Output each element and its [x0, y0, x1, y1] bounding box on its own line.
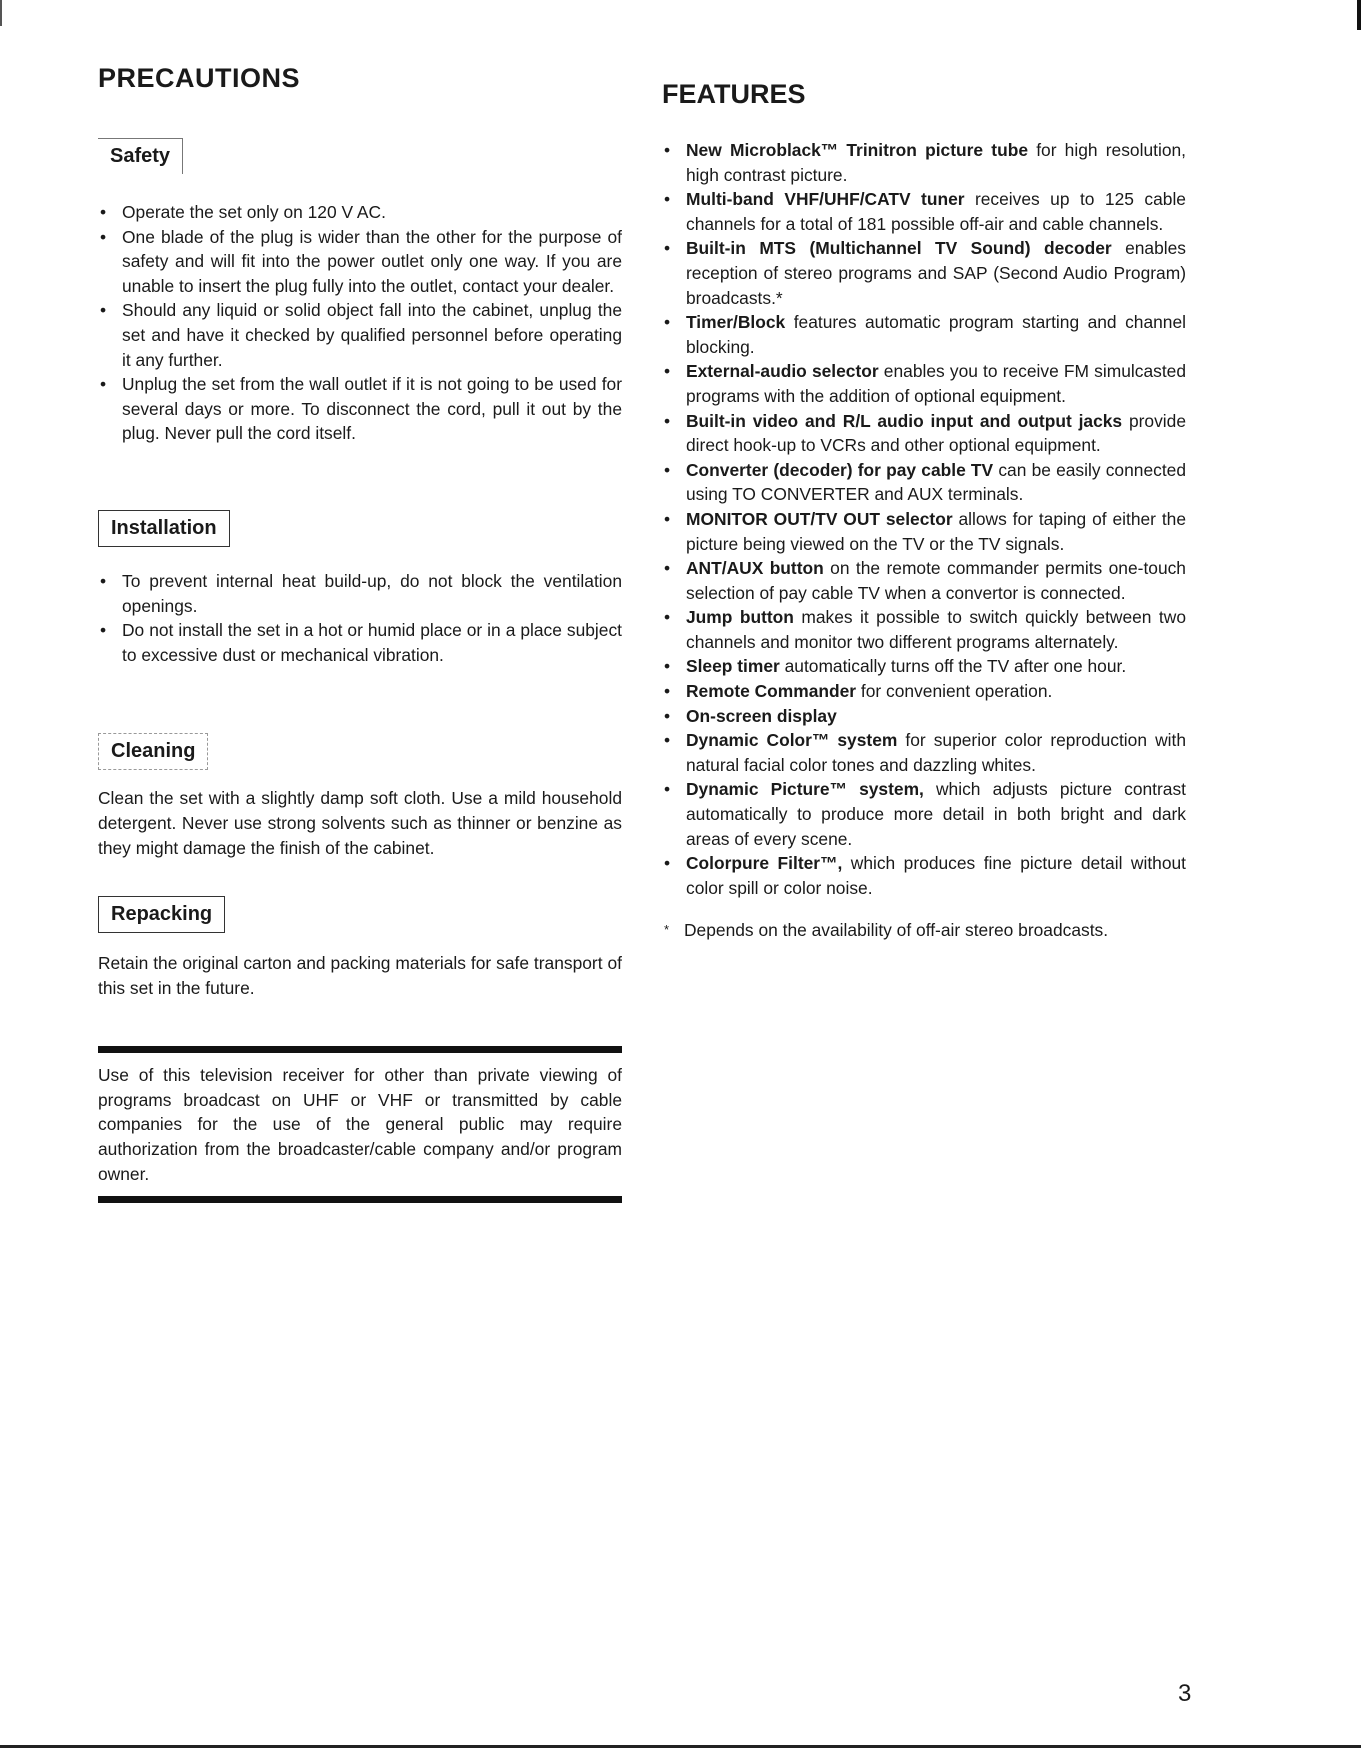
bullet-glyph: •	[664, 140, 671, 160]
feature-name: Timer/Block	[686, 312, 786, 333]
footnote	[662, 918, 1186, 943]
list-item: • To prevent internal heat build-up, do not block the ventilation openings.	[100, 570, 622, 616]
feature-item	[662, 704, 1186, 729]
features-heading: FEATURES	[662, 79, 806, 109]
feature-item	[662, 679, 1186, 704]
feature-name: Built-in video and R/L audio input and output jacks	[686, 410, 1123, 431]
installation-section	[98, 510, 622, 547]
installation-list	[98, 569, 622, 667]
bullet-glyph: •	[100, 202, 107, 222]
bullet-glyph: •	[100, 570, 107, 591]
bullet-glyph: •	[664, 361, 671, 382]
cleaning-label: Cleaning	[98, 733, 208, 770]
bullet-glyph: •	[100, 300, 107, 321]
feature-name: Sleep timer	[686, 656, 780, 677]
bullet-glyph: •	[100, 374, 107, 395]
scan-edge-mark-right	[1357, 0, 1361, 30]
feature-description: allows for taping of either the picture being viewed on the TV or the TV signals.	[686, 508, 1186, 554]
feature-item	[662, 654, 1186, 679]
features-column	[662, 74, 1186, 943]
feature-name: Remote Commander	[686, 681, 857, 702]
bullet-glyph: •	[664, 705, 671, 726]
feature-item	[662, 458, 1186, 507]
feature-name: Jump button	[686, 607, 794, 628]
feature-description: for high resolution, high contrast picture.	[686, 140, 1186, 185]
repacking-section	[98, 896, 622, 933]
feature-description: automatically turns off the TV after one hour.	[779, 656, 1127, 677]
precautions-heading: PRECAUTIONS	[98, 63, 301, 93]
feature-item	[662, 187, 1186, 236]
footnote-text: Depends on the availability of off-air stereo broadcasts.	[684, 920, 1109, 941]
bullet-glyph: •	[664, 656, 671, 677]
bullet-glyph: •	[664, 410, 671, 431]
footnote-marker: *	[664, 922, 670, 938]
bullet-glyph: •	[664, 459, 671, 480]
bullet-glyph: •	[664, 681, 671, 702]
repacking-text: Retain the original carton and packing materials for safe transport of this set in the future.	[98, 953, 622, 998]
bullet-glyph: •	[664, 853, 671, 874]
bullet-glyph: •	[100, 226, 107, 247]
feature-name: New Microblack™ Trinitron picture tube	[686, 140, 1028, 160]
feature-name: Dynamic Picture™ system,	[686, 779, 924, 800]
feature-description: enables reception of stereo programs and SAP (Second Audio Program) broadcasts.*	[686, 238, 1187, 308]
cleaning-section	[98, 733, 622, 770]
feature-item	[662, 409, 1186, 458]
bullet-glyph: •	[664, 558, 671, 579]
feature-name: External-audio selector	[686, 361, 879, 382]
feature-description: for superior color reproduction with natural facial color tones and dazzling whites.	[686, 730, 1186, 775]
safety-label: Safety	[98, 138, 183, 174]
page-number: 3	[1178, 1680, 1192, 1707]
feature-description: enables you to receive FM simulcasted programs with the addition of optional equipment.	[686, 361, 1186, 406]
bullet-glyph: •	[664, 508, 671, 529]
list-item: • Operate the set only on 120 V AC.	[98, 200, 622, 225]
bullet-glyph: •	[664, 607, 671, 628]
feature-name: Dynamic Color™ system	[686, 730, 898, 751]
feature-description: on the remote commander permits one-touch selection of pay cable TV when a convertor is connected.	[686, 558, 1186, 603]
feature-description: receives up to 125 cable channels for a total of 181 possible off-air and cable channels.	[686, 189, 1186, 234]
feature-name: On-screen display	[686, 705, 837, 726]
cleaning-text: Clean the set with a slightly damp soft cloth. Use a mild household detergent. Never use strong solvents such as thinner or benzine as they might damage the finish of the cabinet.	[98, 788, 622, 858]
installation-label: Installation	[98, 510, 230, 547]
features-list	[662, 138, 1186, 900]
feature-item	[662, 507, 1186, 556]
feature-item	[662, 359, 1186, 408]
bullet-glyph: •	[664, 730, 671, 751]
bullet-glyph: •	[664, 189, 671, 210]
feature-description: which produces fine picture detail without color spill or color noise.	[686, 853, 1186, 898]
bullet-glyph: •	[664, 238, 671, 259]
feature-item	[662, 236, 1186, 310]
broadcast-notice: Use of this television receiver for other than private viewing of programs broadcast on UHF or VHF or transmitted by cable companies for the use of the general public may require authorization from the broadcaster/cable company and/or program owner.	[98, 1046, 622, 1203]
safety-list	[98, 200, 622, 446]
feature-item	[662, 777, 1186, 851]
feature-name: Multi-band VHF/UHF/CATV tuner	[686, 189, 965, 210]
feature-name: Built-in MTS (Multichannel TV Sound) decoder	[686, 238, 1112, 259]
feature-item	[662, 310, 1186, 359]
list-item: • One blade of the plug is wider than the other for the purpose of safety and will fit into the power outlet only one way. If you are unable to insert the plug fully into the outlet, contact your dealer.	[100, 226, 622, 296]
feature-description: features automatic program starting and channel blocking.	[686, 312, 1186, 357]
feature-description: for convenient operation.	[856, 681, 1053, 702]
feature-description: provide direct hook-up to VCRs and other optional equipment.	[686, 410, 1186, 456]
bullet-glyph: •	[100, 620, 107, 641]
feature-name: Colorpure Filter™,	[686, 853, 843, 874]
bullet-glyph: •	[664, 779, 671, 800]
list-item: • Do not install the set in a hot or humid place or in a place subject to excessive dust or mechanical vibration.	[100, 620, 622, 665]
bullet-glyph: •	[664, 312, 671, 333]
feature-name: Converter (decoder) for pay cable TV	[686, 459, 994, 480]
feature-item	[662, 851, 1186, 900]
feature-item	[662, 605, 1186, 654]
list-item: • Unplug the set from the wall outlet if it is not going to be used for several days or more. To disconnect the cord, pull it out by the plug. Never pull the cord itself.	[100, 374, 622, 444]
scan-edge-mark-left	[0, 0, 2, 26]
feature-description: can be easily connected using TO CONVERTER and AUX terminals.	[686, 459, 1186, 505]
feature-item	[662, 728, 1186, 777]
list-item: • Should any liquid or solid object fall into the cabinet, unplug the set and have it checked by qualified personnel before operating it any further.	[100, 300, 622, 370]
feature-description: makes it possible to switch quickly between two channels and monitor two different programs alternately.	[686, 607, 1186, 652]
repacking-label: Repacking	[98, 896, 225, 933]
safety-section	[98, 138, 622, 174]
feature-item	[662, 556, 1186, 605]
feature-name: ANT/AUX button	[686, 558, 824, 579]
feature-item	[662, 138, 1186, 187]
feature-name: MONITOR OUT/TV OUT selector	[686, 508, 953, 529]
feature-description: which adjusts picture contrast automatically to produce more detail in both bright and dark areas of every scene.	[686, 779, 1187, 849]
precautions-column	[98, 58, 622, 1203]
